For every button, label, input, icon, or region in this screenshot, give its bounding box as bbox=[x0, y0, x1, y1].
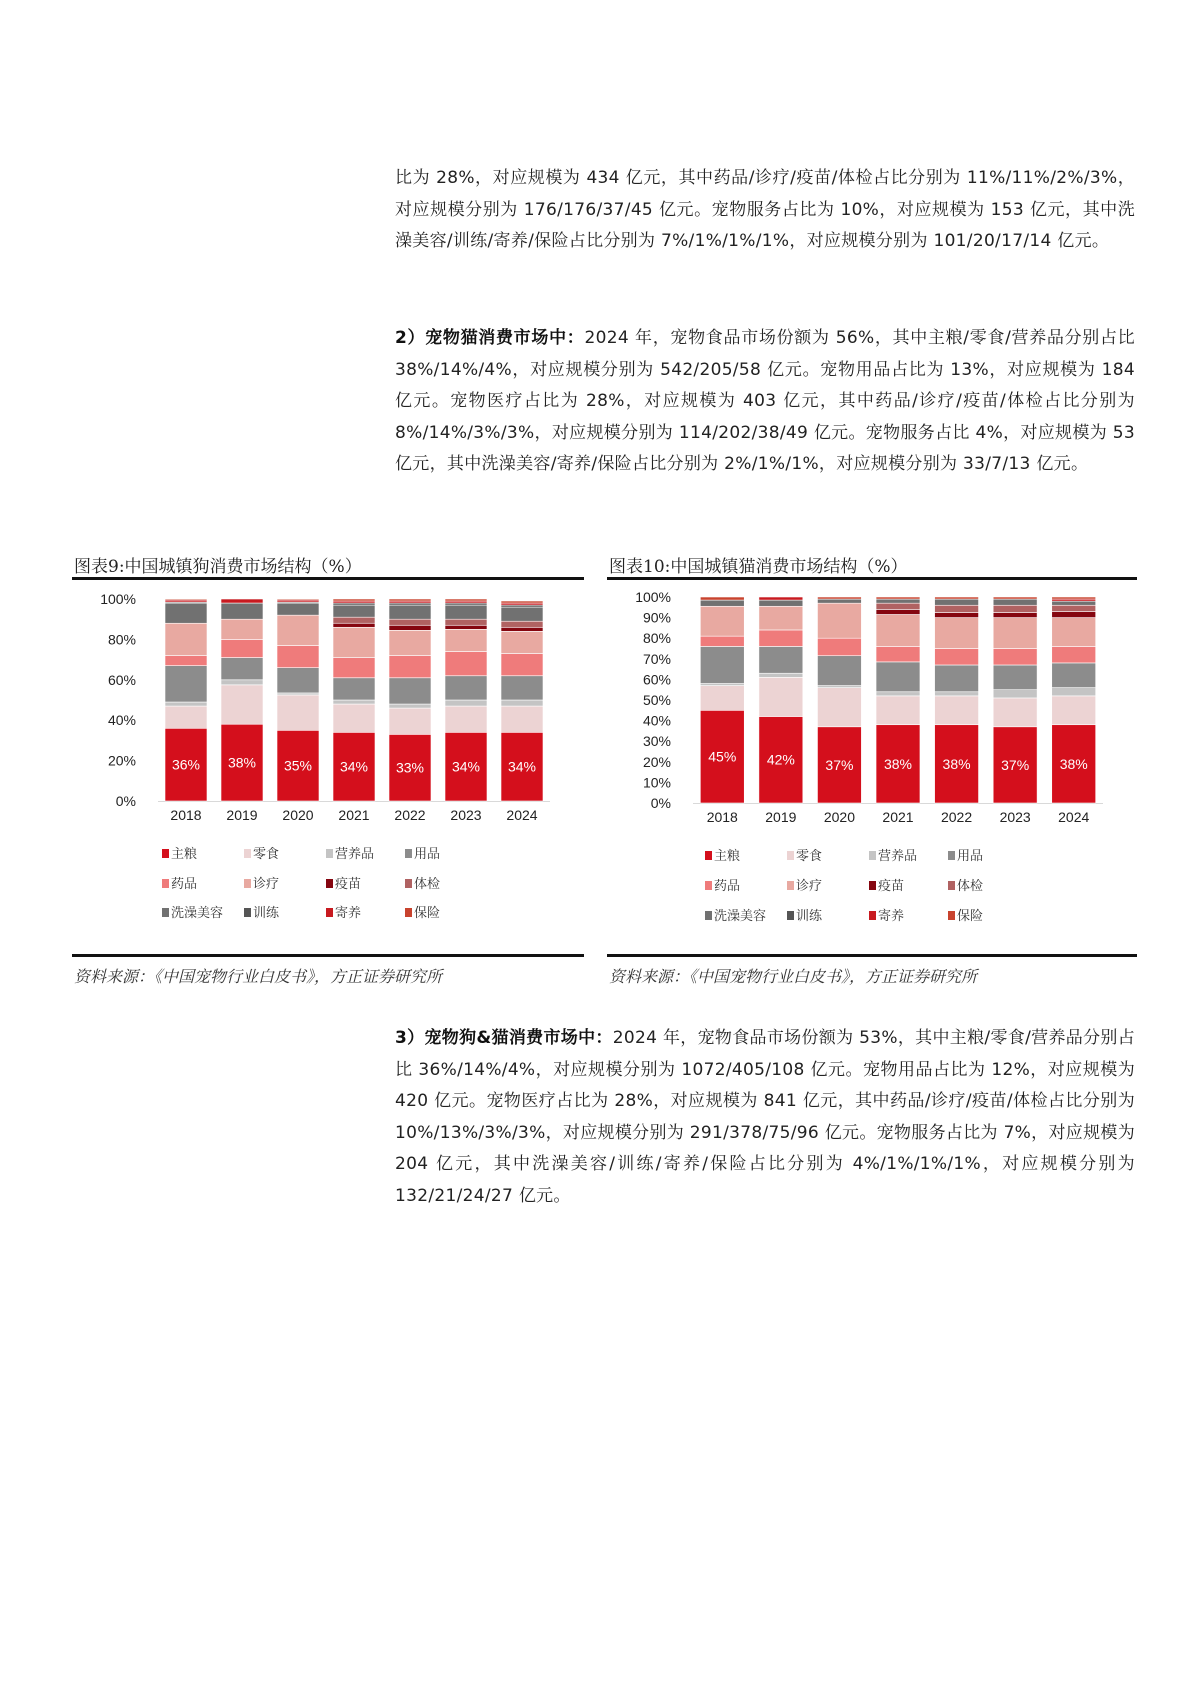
legend-swatch bbox=[869, 911, 876, 920]
legend-label: 洗澡美容 bbox=[171, 906, 224, 921]
bar-segment-疫苗 bbox=[1052, 611, 1096, 617]
legend-label: 保险 bbox=[414, 906, 441, 921]
bar-segment-用品 bbox=[817, 656, 861, 686]
x-tick-label: 2018 bbox=[170, 807, 202, 823]
legend-item bbox=[405, 906, 440, 921]
bar-segment-寄养 bbox=[1052, 599, 1096, 601]
bar-segment-药品 bbox=[221, 639, 263, 657]
bar-segment-用品 bbox=[759, 646, 803, 673]
paragraph-text: 2024 年，宠物食品市场份额为 53%，其中主粮/零食/营养品分别占比 36%/14%/4%，对应规模分别为 1072/405/108 亿元。宠物用品占比为 12%，对应规模为 420 亿元。宠物医疗占比为 28%，对应规模为 841 亿元，其中药品/诊疗/疫苗/体检占比分别为 10%/13%/3%/3%，对应规模分别为 291/378/75/96 亿元。宠物服务占比为 7%，对应规模为 204 亿元，其中洗澡美容/训练/寄养/保险占比分别为 4%/1%/1%/1%，对应规模分别为 132/21/24/27 亿元。 bbox=[395, 1028, 1136, 1206]
bar-segment-药品 bbox=[935, 649, 979, 665]
legend-item bbox=[405, 847, 440, 862]
legend-swatch bbox=[326, 879, 333, 888]
bar-segment-保险 bbox=[165, 599, 207, 600]
y-tick-label: 50% bbox=[642, 692, 671, 708]
legend-label: 诊疗 bbox=[796, 879, 823, 894]
legend-swatch bbox=[244, 908, 251, 917]
legend-label: 主粮 bbox=[171, 847, 198, 862]
bar-segment-药品 bbox=[501, 654, 543, 676]
legend-swatch bbox=[948, 851, 955, 860]
dog-market-structure-chart bbox=[72, 552, 584, 986]
bar-segment-洗澡美容 bbox=[389, 605, 431, 619]
bar-segment-零食 bbox=[165, 706, 207, 728]
bar-segment-诊疗 bbox=[935, 618, 979, 649]
bar-segment-营养品 bbox=[935, 692, 979, 696]
bar-segment-体检 bbox=[389, 619, 431, 625]
y-tick-label: 80% bbox=[642, 630, 671, 647]
bar-segment-寄养 bbox=[389, 601, 431, 603]
legend-swatch bbox=[705, 851, 712, 860]
bar-segment-药品 bbox=[165, 656, 207, 666]
bar-segment-训练 bbox=[501, 605, 543, 607]
legend-label: 用品 bbox=[957, 849, 984, 864]
bar-segment-营养品 bbox=[876, 692, 920, 696]
legend-swatch bbox=[405, 879, 412, 888]
paragraph-text: 2024 年，宠物食品市场份额为 56%，其中主粮/零食/营养品分别占比 38%/14%/4%，对应规模分别为 542/205/58 亿元。宠物用品占比为 13%，对应规模为 184 亿元。宠物医疗占比为 28%，对应规模为 403 亿元，其中药品/诊疗/疫苗/体检占比分别为 8%/14%/3%/3%，对应规模分别为 114/202/38/49 亿元。宠物服务占比 4%，对应规模为 53 亿元，其中洗澡美容/寄养/保险占比分别为 2%/1%/1%，对应规模分别为 33/7/13 亿元。 bbox=[395, 328, 1135, 475]
legend-label: 洗澡美容 bbox=[714, 909, 767, 924]
bar-segment-寄养 bbox=[333, 601, 375, 603]
bar-segment-保险 bbox=[817, 597, 861, 599]
bar-segment-训练 bbox=[333, 603, 375, 605]
bar-segment-保险 bbox=[389, 599, 431, 601]
data-label: 38% bbox=[942, 755, 971, 772]
bar-segment-营养品 bbox=[759, 673, 803, 677]
bar-segment-零食 bbox=[277, 695, 319, 730]
bar-segment-洗澡美容 bbox=[935, 599, 979, 605]
bar-2022 bbox=[935, 597, 979, 803]
y-tick-label: 20% bbox=[107, 752, 136, 769]
bar-segment-用品 bbox=[935, 665, 979, 692]
legend-swatch bbox=[405, 849, 412, 858]
bar-segment-保险 bbox=[445, 599, 487, 601]
bar-segment-零食 bbox=[501, 706, 543, 732]
legend-item bbox=[869, 849, 917, 864]
legend-item bbox=[948, 878, 983, 894]
bar-segment-体检 bbox=[935, 605, 979, 612]
bar-segment-诊疗 bbox=[277, 615, 319, 645]
legend-item bbox=[869, 878, 904, 894]
chart-title: 图表9:中国城镇狗消费市场结构（%） bbox=[74, 557, 362, 577]
legend-swatch bbox=[244, 849, 251, 858]
data-label: 42% bbox=[766, 751, 795, 768]
bar-segment-药品 bbox=[993, 649, 1037, 665]
bar-segment-药品 bbox=[817, 638, 861, 656]
bar-segment-诊疗 bbox=[1052, 618, 1096, 647]
x-tick-label: 2021 bbox=[338, 807, 370, 823]
bar-segment-营养品 bbox=[993, 690, 1037, 698]
bar-segment-营养品 bbox=[221, 680, 263, 685]
bar-segment-寄养 bbox=[277, 600, 319, 602]
bar-segment-体检 bbox=[333, 617, 375, 623]
bar-segment-疫苗 bbox=[876, 609, 920, 614]
y-tick-label: 100% bbox=[635, 589, 671, 605]
bar-segment-诊疗 bbox=[389, 630, 431, 655]
bar-segment-营养品 bbox=[700, 684, 744, 686]
legend-label: 体检 bbox=[414, 877, 441, 892]
bar-segment-诊疗 bbox=[759, 606, 803, 630]
paragraph-text: 比为 28%，对应规模为 434 亿元，其中药品/诊疗/疫苗/体检占比分别为 11%/11%/2%/3%，对应规模分别为 176/176/37/45 亿元。宠物服务占比为 10%，对应规模为 153 亿元，其中洗澡美容/训练/寄养/保险占比分别为 7%/1%/1%/1%，对应规模分别为 101/20/17/14 亿元。 bbox=[395, 168, 1135, 252]
bar-segment-诊疗 bbox=[817, 603, 861, 638]
legend-item bbox=[948, 909, 983, 924]
data-label: 38% bbox=[1059, 755, 1088, 772]
x-tick-label: 2020 bbox=[823, 809, 856, 825]
bar-segment-诊疗 bbox=[221, 619, 263, 639]
bar-segment-用品 bbox=[1052, 663, 1096, 688]
bar-segment-体检 bbox=[876, 603, 920, 609]
bar-segment-寄养 bbox=[445, 601, 487, 603]
legend-item bbox=[948, 849, 983, 864]
bar-2019 bbox=[221, 599, 263, 801]
bar-segment-体检 bbox=[445, 619, 487, 625]
bar-2018 bbox=[700, 597, 744, 803]
bar-segment-药品 bbox=[759, 630, 803, 646]
legend-item bbox=[326, 905, 361, 921]
data-label: 38% bbox=[883, 755, 913, 772]
bar-segment-疫苗 bbox=[501, 627, 543, 631]
bar-segment-洗澡美容 bbox=[876, 599, 920, 603]
x-tick-label: 2022 bbox=[394, 807, 426, 823]
data-label: 45% bbox=[708, 748, 737, 765]
bar-segment-营养品 bbox=[277, 693, 319, 695]
bar-segment-洗澡美容 bbox=[277, 603, 319, 615]
legend-swatch bbox=[162, 908, 169, 917]
bar-segment-保险 bbox=[935, 597, 979, 599]
legend-label: 零食 bbox=[796, 849, 823, 864]
bar-segment-寄养 bbox=[221, 599, 263, 603]
bar-segment-洗澡美容 bbox=[759, 600, 803, 606]
bar-segment-药品 bbox=[445, 652, 487, 676]
y-tick-label: 40% bbox=[107, 712, 136, 729]
bar-segment-保险 bbox=[1052, 597, 1096, 599]
x-tick-label: 2023 bbox=[999, 809, 1031, 825]
bar-segment-用品 bbox=[501, 676, 543, 700]
legend-item bbox=[705, 879, 740, 894]
bar-segment-用品 bbox=[876, 662, 920, 692]
legend-label: 体检 bbox=[957, 879, 984, 894]
legend-item bbox=[705, 848, 740, 864]
bar-segment-药品 bbox=[1052, 646, 1096, 662]
data-label: 37% bbox=[1001, 756, 1030, 773]
y-tick-label: 60% bbox=[642, 671, 671, 688]
bar-segment-用品 bbox=[993, 665, 1037, 690]
bar-segment-洗澡美容 bbox=[501, 607, 543, 621]
bar-segment-诊疗 bbox=[876, 615, 920, 647]
bar-segment-保险 bbox=[700, 597, 744, 600]
legend-swatch bbox=[705, 911, 712, 920]
paragraph-cat-market bbox=[395, 323, 1135, 481]
bar-segment-用品 bbox=[165, 666, 207, 702]
legend-label: 寄养 bbox=[335, 906, 362, 921]
bar-segment-用品 bbox=[221, 658, 263, 680]
legend-item bbox=[326, 847, 374, 862]
legend-swatch bbox=[405, 908, 412, 917]
x-tick-label: 2024 bbox=[506, 807, 538, 823]
y-tick-label: 30% bbox=[642, 733, 671, 750]
legend-swatch bbox=[787, 851, 794, 860]
bar-segment-洗澡美容 bbox=[1052, 601, 1096, 605]
bar-segment-洗澡美容 bbox=[221, 603, 263, 619]
data-label: 35% bbox=[283, 757, 313, 774]
bar-segment-洗澡美容 bbox=[333, 605, 375, 617]
bar-segment-营养品 bbox=[333, 700, 375, 704]
bar-segment-营养品 bbox=[501, 700, 543, 706]
bar-segment-药品 bbox=[333, 658, 375, 678]
bar-segment-药品 bbox=[700, 636, 744, 646]
bar-segment-洗澡美容 bbox=[445, 605, 487, 619]
y-tick-label: 10% bbox=[642, 774, 671, 791]
y-tick-label: 0% bbox=[650, 795, 671, 811]
legend-item bbox=[162, 905, 223, 921]
x-tick-label: 2020 bbox=[282, 807, 314, 823]
bar-segment-洗澡美容 bbox=[817, 599, 861, 603]
legend-swatch bbox=[162, 879, 169, 888]
paragraph-dog-cat-market bbox=[395, 1023, 1135, 1213]
legend-swatch bbox=[326, 849, 333, 858]
legend-swatch bbox=[787, 881, 794, 890]
bar-segment-零食 bbox=[759, 677, 803, 716]
bar-2024 bbox=[1052, 597, 1096, 803]
bar-2021 bbox=[876, 597, 920, 803]
bar-segment-保险 bbox=[501, 601, 543, 603]
bar-segment-用品 bbox=[277, 668, 319, 693]
bar-segment-营养品 bbox=[817, 686, 861, 688]
legend-label: 疫苗 bbox=[335, 877, 362, 892]
data-label: 38% bbox=[227, 754, 257, 771]
bar-segment-保险 bbox=[277, 599, 319, 600]
bar-segment-诊疗 bbox=[333, 627, 375, 657]
legend-label: 药品 bbox=[714, 879, 741, 894]
legend-label: 药品 bbox=[171, 877, 198, 892]
y-tick-label: 70% bbox=[642, 650, 671, 667]
bar-segment-零食 bbox=[817, 688, 861, 727]
bar-segment-用品 bbox=[700, 646, 744, 683]
legend-swatch bbox=[787, 911, 794, 920]
paragraph-heading: 3）宠物狗&猫消费市场中： bbox=[395, 1028, 613, 1048]
data-label: 37% bbox=[825, 756, 854, 773]
data-label: 34% bbox=[451, 758, 481, 775]
bar-segment-药品 bbox=[277, 645, 319, 667]
bar-segment-寄养 bbox=[501, 603, 543, 605]
legend-label: 疫苗 bbox=[878, 879, 905, 894]
legend-swatch bbox=[705, 881, 712, 890]
legend-item bbox=[326, 876, 361, 892]
bar-segment-体检 bbox=[993, 605, 1037, 612]
x-tick-label: 2019 bbox=[765, 809, 797, 825]
bar-segment-寄养 bbox=[165, 600, 207, 602]
chart-plot bbox=[72, 560, 584, 950]
x-tick-label: 2024 bbox=[1058, 809, 1090, 825]
y-tick-label: 60% bbox=[107, 671, 136, 688]
y-tick-label: 90% bbox=[642, 609, 671, 626]
bar-segment-零食 bbox=[445, 706, 487, 732]
bar-segment-诊疗 bbox=[501, 631, 543, 653]
bar-segment-保险 bbox=[876, 597, 920, 599]
legend-item bbox=[244, 876, 279, 892]
legend-swatch bbox=[869, 881, 876, 890]
legend-label: 零食 bbox=[253, 847, 280, 862]
legend-item bbox=[705, 908, 766, 924]
bar-segment-训练 bbox=[389, 603, 431, 605]
paragraph-dog-medical-services bbox=[395, 163, 1135, 258]
bar-segment-用品 bbox=[389, 678, 431, 704]
data-label: 34% bbox=[339, 758, 369, 775]
legend-label: 营养品 bbox=[878, 849, 918, 864]
bar-segment-疫苗 bbox=[445, 625, 487, 629]
bar-segment-零食 bbox=[389, 708, 431, 734]
bar-segment-零食 bbox=[993, 698, 1037, 727]
y-tick-label: 100% bbox=[100, 591, 136, 607]
paragraph-heading: 2）宠物猫消费市场中： bbox=[395, 328, 585, 348]
legend-swatch bbox=[326, 908, 333, 917]
legend-swatch bbox=[948, 911, 955, 920]
legend-swatch bbox=[162, 849, 169, 858]
legend-item bbox=[244, 847, 279, 862]
bar-2019 bbox=[759, 597, 803, 803]
data-label: 36% bbox=[171, 756, 201, 773]
chart-bottom-rule bbox=[72, 954, 584, 957]
bar-segment-零食 bbox=[935, 696, 979, 725]
y-tick-label: 80% bbox=[107, 631, 136, 648]
bar-segment-体检 bbox=[1052, 605, 1096, 611]
legend-item bbox=[405, 876, 440, 892]
bar-segment-零食 bbox=[1052, 696, 1096, 725]
bar-segment-寄养 bbox=[759, 597, 803, 600]
legend-label: 营养品 bbox=[335, 847, 375, 862]
bar-segment-训练 bbox=[445, 603, 487, 605]
bar-segment-诊疗 bbox=[445, 629, 487, 651]
legend-item bbox=[162, 877, 197, 892]
bar-segment-营养品 bbox=[445, 700, 487, 706]
bar-segment-保险 bbox=[993, 597, 1037, 599]
legend-label: 诊疗 bbox=[253, 877, 280, 892]
bar-segment-洗澡美容 bbox=[700, 600, 744, 606]
bar-segment-药品 bbox=[389, 656, 431, 678]
legend-label: 训练 bbox=[796, 909, 823, 924]
bar-segment-保险 bbox=[333, 599, 375, 601]
bar-segment-洗澡美容 bbox=[993, 599, 1037, 605]
x-tick-label: 2021 bbox=[882, 809, 914, 825]
bar-segment-用品 bbox=[333, 678, 375, 700]
chart-source: 资料来源：《中国宠物行业白皮书》，方正证券研究所 bbox=[609, 967, 978, 986]
bar-segment-营养品 bbox=[389, 704, 431, 708]
bar-segment-疫苗 bbox=[389, 625, 431, 630]
chart-bottom-rule bbox=[607, 954, 1137, 957]
bar-segment-零食 bbox=[333, 704, 375, 732]
chart-source: 资料来源：《中国宠物行业白皮书》，方正证券研究所 bbox=[74, 967, 443, 986]
legend-swatch bbox=[244, 879, 251, 888]
bar-segment-零食 bbox=[876, 696, 920, 725]
chart-title: 图表10:中国城镇猫消费市场结构（%） bbox=[609, 557, 908, 577]
data-label: 33% bbox=[395, 759, 425, 776]
legend-swatch bbox=[869, 851, 876, 860]
bar-segment-疫苗 bbox=[935, 612, 979, 617]
legend-item bbox=[162, 846, 197, 862]
legend-item bbox=[787, 878, 822, 894]
y-tick-label: 0% bbox=[115, 793, 136, 809]
legend-label: 保险 bbox=[957, 909, 984, 924]
bar-segment-诊疗 bbox=[993, 618, 1037, 649]
legend-label: 主粮 bbox=[714, 849, 741, 864]
bar-segment-零食 bbox=[221, 685, 263, 724]
bar-segment-疫苗 bbox=[333, 623, 375, 627]
bar-segment-营养品 bbox=[1052, 688, 1096, 696]
x-tick-label: 2019 bbox=[226, 807, 258, 823]
bar-segment-营养品 bbox=[165, 702, 207, 706]
legend-item bbox=[787, 849, 822, 864]
y-tick-label: 40% bbox=[642, 712, 671, 729]
legend-item bbox=[869, 908, 904, 924]
bar-segment-诊疗 bbox=[700, 606, 744, 636]
x-tick-label: 2022 bbox=[940, 809, 973, 825]
y-tick-label: 20% bbox=[642, 753, 671, 770]
cat-market-structure-chart bbox=[607, 552, 1137, 986]
legend-label: 用品 bbox=[414, 847, 441, 862]
bar-segment-疫苗 bbox=[993, 612, 1037, 617]
bar-segment-用品 bbox=[445, 676, 487, 700]
bar-segment-体检 bbox=[501, 621, 543, 627]
x-tick-label: 2023 bbox=[450, 807, 482, 823]
x-tick-label: 2018 bbox=[706, 809, 738, 825]
legend-item bbox=[787, 908, 823, 924]
chart-plot bbox=[607, 560, 1137, 950]
legend-item bbox=[244, 905, 280, 921]
legend-label: 寄养 bbox=[878, 909, 905, 924]
data-label: 34% bbox=[507, 758, 537, 775]
bar-segment-药品 bbox=[876, 646, 920, 661]
legend-swatch bbox=[948, 881, 955, 890]
bar-segment-零食 bbox=[700, 686, 744, 711]
legend-label: 训练 bbox=[253, 906, 280, 921]
bar-segment-诊疗 bbox=[165, 623, 207, 655]
bar-segment-洗澡美容 bbox=[165, 603, 207, 623]
